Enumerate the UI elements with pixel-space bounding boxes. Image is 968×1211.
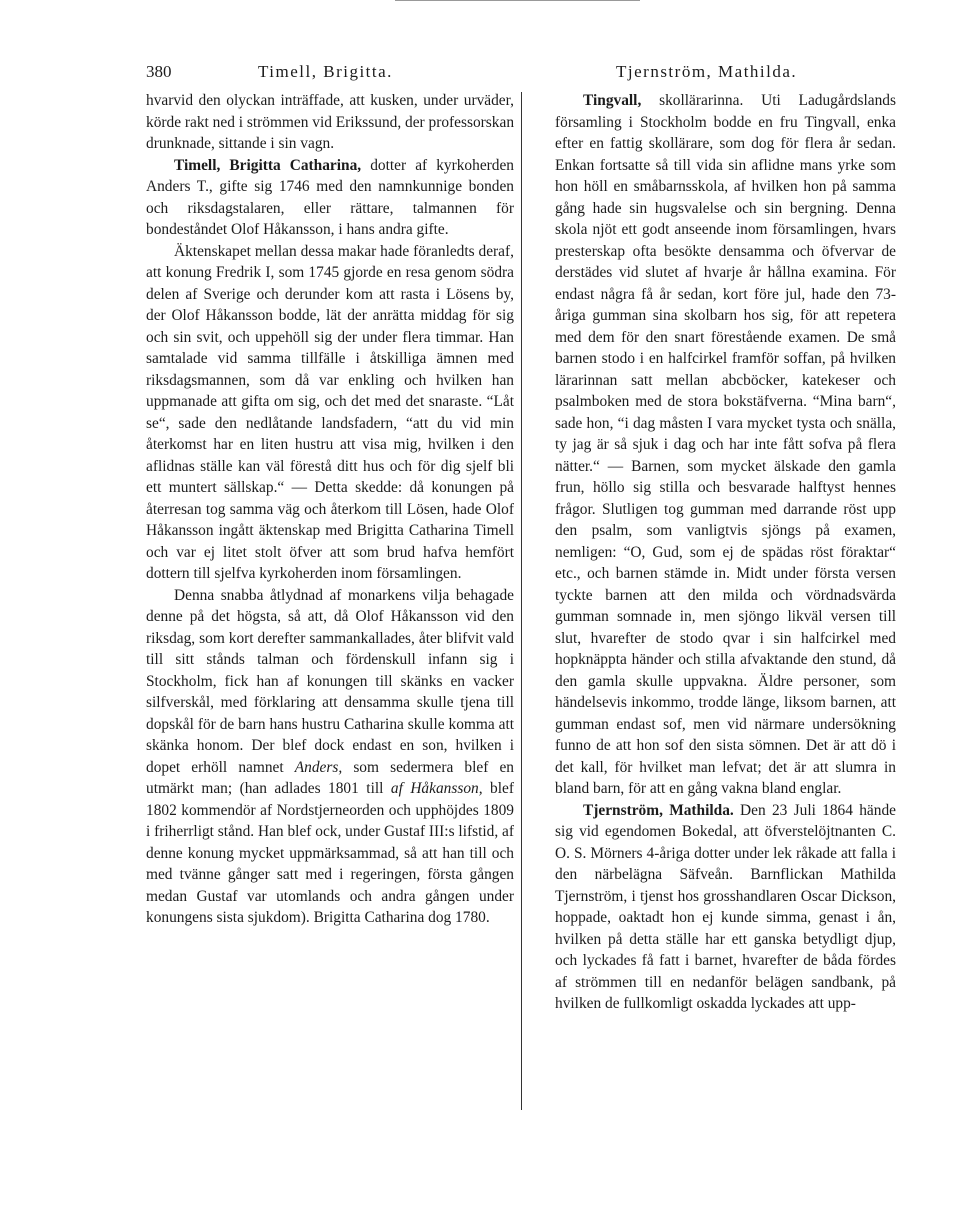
column-divider: [521, 92, 522, 1110]
top-edge-line: [395, 0, 640, 1]
entry-name-timell: Timell, Brigitta Catharina,: [174, 156, 362, 174]
entry-timell: [146, 155, 514, 241]
left-column: [146, 90, 514, 929]
italic-anders: Anders,: [294, 758, 343, 776]
paragraph-continuation: hvarvid den olyckan inträffade, att kusken, under urväder, körde rakt ned i strömmen vid Erikssund, der professorskan drunknade, sittande i sin vagn.: [146, 92, 515, 152]
entry-tingvall: [555, 90, 896, 800]
italic-af-hakansson: af Håkansson,: [390, 780, 483, 797]
paragraph-marriage: Äktenskapet mellan dessa makar hade föranledts deraf, att konung Fredrik I, som 1745 gjorde en resa genom södra delen af Sverige och derunder kom att rasta i Lösens by, der Olof Håkansson bodde, lät der anrätta middag för sig och sin svit, och uppehöll sig der under flera timmar. Han samtalade vid samma tillfälle i åtskilliga ämnen med riksdagsmannen, som då var enkling och hvilken han uppmanade att gifta om sig, och det med det snaraste. “Låt se“, sade den nedlåtande landsfadern, “att du vid min återkomst har en liten hustru att visa mig, hvilken i den aflidnas ställe kan väl förestå ditt hus och för dig sjelf bli ett muntert sällskap.“ — Detta skedde: då konungen på återresan tog samma väg och återkom till Lösen, hade Olof Håkansson ingått äktenskap med Brigitta Catharina Timell och var ej litet stolt öfver att som brud hafva hemfört dottern till sjelfva kyrkoherden inom församlingen.: [146, 242, 514, 582]
entry-text-timell: dotter af kyrkoherden Anders T., gifte sig 1746 med den namnkunnige bonden och riksdagstalaren, eller rättare, talmannen för bondeståndet Olof Håkansson, i hans andra gifte.: [146, 156, 514, 238]
page-number: 380: [146, 62, 172, 81]
text-segment: Denna snabba åtlydnad af monarkens vilja behagade denne på det högsta, så att, då Olof Håkansson vid den riksdag, som kort derefter sammankallades, åter blifvit vald till sitt stånds talman och fördenskull infann sig i Stockholm, fick han af konungen till skänks en vacker silfverskål, med förklaring att densamma skulle tjena till dopskål för de barn hans hustru Catharina skulle komma att skänka honom. Der blef dock endast en son, hvilken i dopet erhöll namnet: [146, 586, 514, 776]
entry-text-tjernstrom: Den 23 Juli 1864 hände sig vid egendomen Bokedal, att öfverstelöjtnanten C. O. S. Mörners 4-åriga dotter under lek råkade att falla i den närbelägna Säfveån. Barnflickan Mathilda Tjernström, i tjenst hos grosshandlaren Oscar Dickson, hoppade, oaktadt hon ej kunde simma, genast i ån, hvilken på detta ställe har ett ganska betydligt djup, och lyckades få fatt i barnet, hvarefter de båda fördes af strömmen till en nedanför belägen sandbank, på hvilken de fullkomligt oskadda lyckades att upp-: [555, 801, 896, 1012]
page-header: [146, 62, 896, 84]
entry-text-tingvall: skollärarinna. Uti Ladugårdslands församling i Stockholm bodde en fru Tingvall, enka efter en fattig skollärare, som dog för flera år sedan. Enkan fortsatte så till vida sin aflidne mans yrke som hon höll en småbarnsskola, af hvilken hon på samma gång hade sin hugsvalelse och sin bergning. Denna skola njöt ett godt anseende inom församlingen, hvars presterskap ofta besökte densamma och öfvervar de derstädes vid slutet af hvarje år hållna examina. För endast några få år sedan, kort före jul, hade den 73-åriga gumman sina skolbarn hos sig, för att repetera med dem för den snart förestående examen. De små barnen stodo i en halfcirkel framför soffan, på hvilken lärarinnan satt mellan abcböcker, katekeser och psalmboken med de stora bokstäfverna. “Mina barn“, sade hon, “i dag måsten I vara mycket tysta och snälla, ty jag är så sjuk i dag och har inte fått sofva på flera nätter.“ — Barnen, som mycket älskade den gamla frun, höllo sig stilla och besvarade halftyst hennes frågor. Slutligen tog gumman med darrande röst upp den psalm, som vanligtvis sjöngs på examen, nemligen: “O, Gud, som ej de spädas röst föraktar“ etc., och barnen stämde in. Midt under första versen tyckte barnen att den milda och vördnadsvärda gumman somnade in, men sjöngo likväl versen till slut, hvarefter de stodo qvar i sin halfcirkel med hopknäppta händer och stilla afvaktande den stund, då den gamla skulle uppvakna. Äldre personer, som händelsevis inkommo, trodde länge, liksom barnen, att gumman endast sof, men vid närmare undersökning funno de att hon sof den sista sömnen. Det är att dö i det kall, för hvilket man lefvat; det är att slumra in bland barn, för att en gång vakna bland englar.: [555, 92, 896, 797]
entry-name-tingvall: Tingvall,: [583, 92, 642, 109]
right-column: [555, 90, 896, 1015]
text-segment: som sedermera blef en utmärkt man; (han adlades 1801 till: [146, 758, 515, 797]
running-head-left: Timell, Brigitta.: [258, 62, 393, 81]
entry-tjernstrom: [555, 800, 896, 1015]
running-head-right: Tjernström, Mathilda.: [616, 62, 798, 81]
text-segment: blef 1802 kommendör af Nordstjerneorden och upphöjdes 1809 i friherrligt stånd. Han blef ock, under Gustaf III:s lifstid, af denne konung mycket uppmärksammad, så att han till och med tvänne gånger satt med i regeringen, första gången medan Gustaf var utomlands och andra gången under konungens sista sjukdom). Brigitta Catharina dog 1780.: [146, 780, 514, 926]
paragraph-obedience: [146, 585, 514, 929]
entry-name-tjernstrom: Tjernström, Mathilda.: [583, 801, 734, 819]
